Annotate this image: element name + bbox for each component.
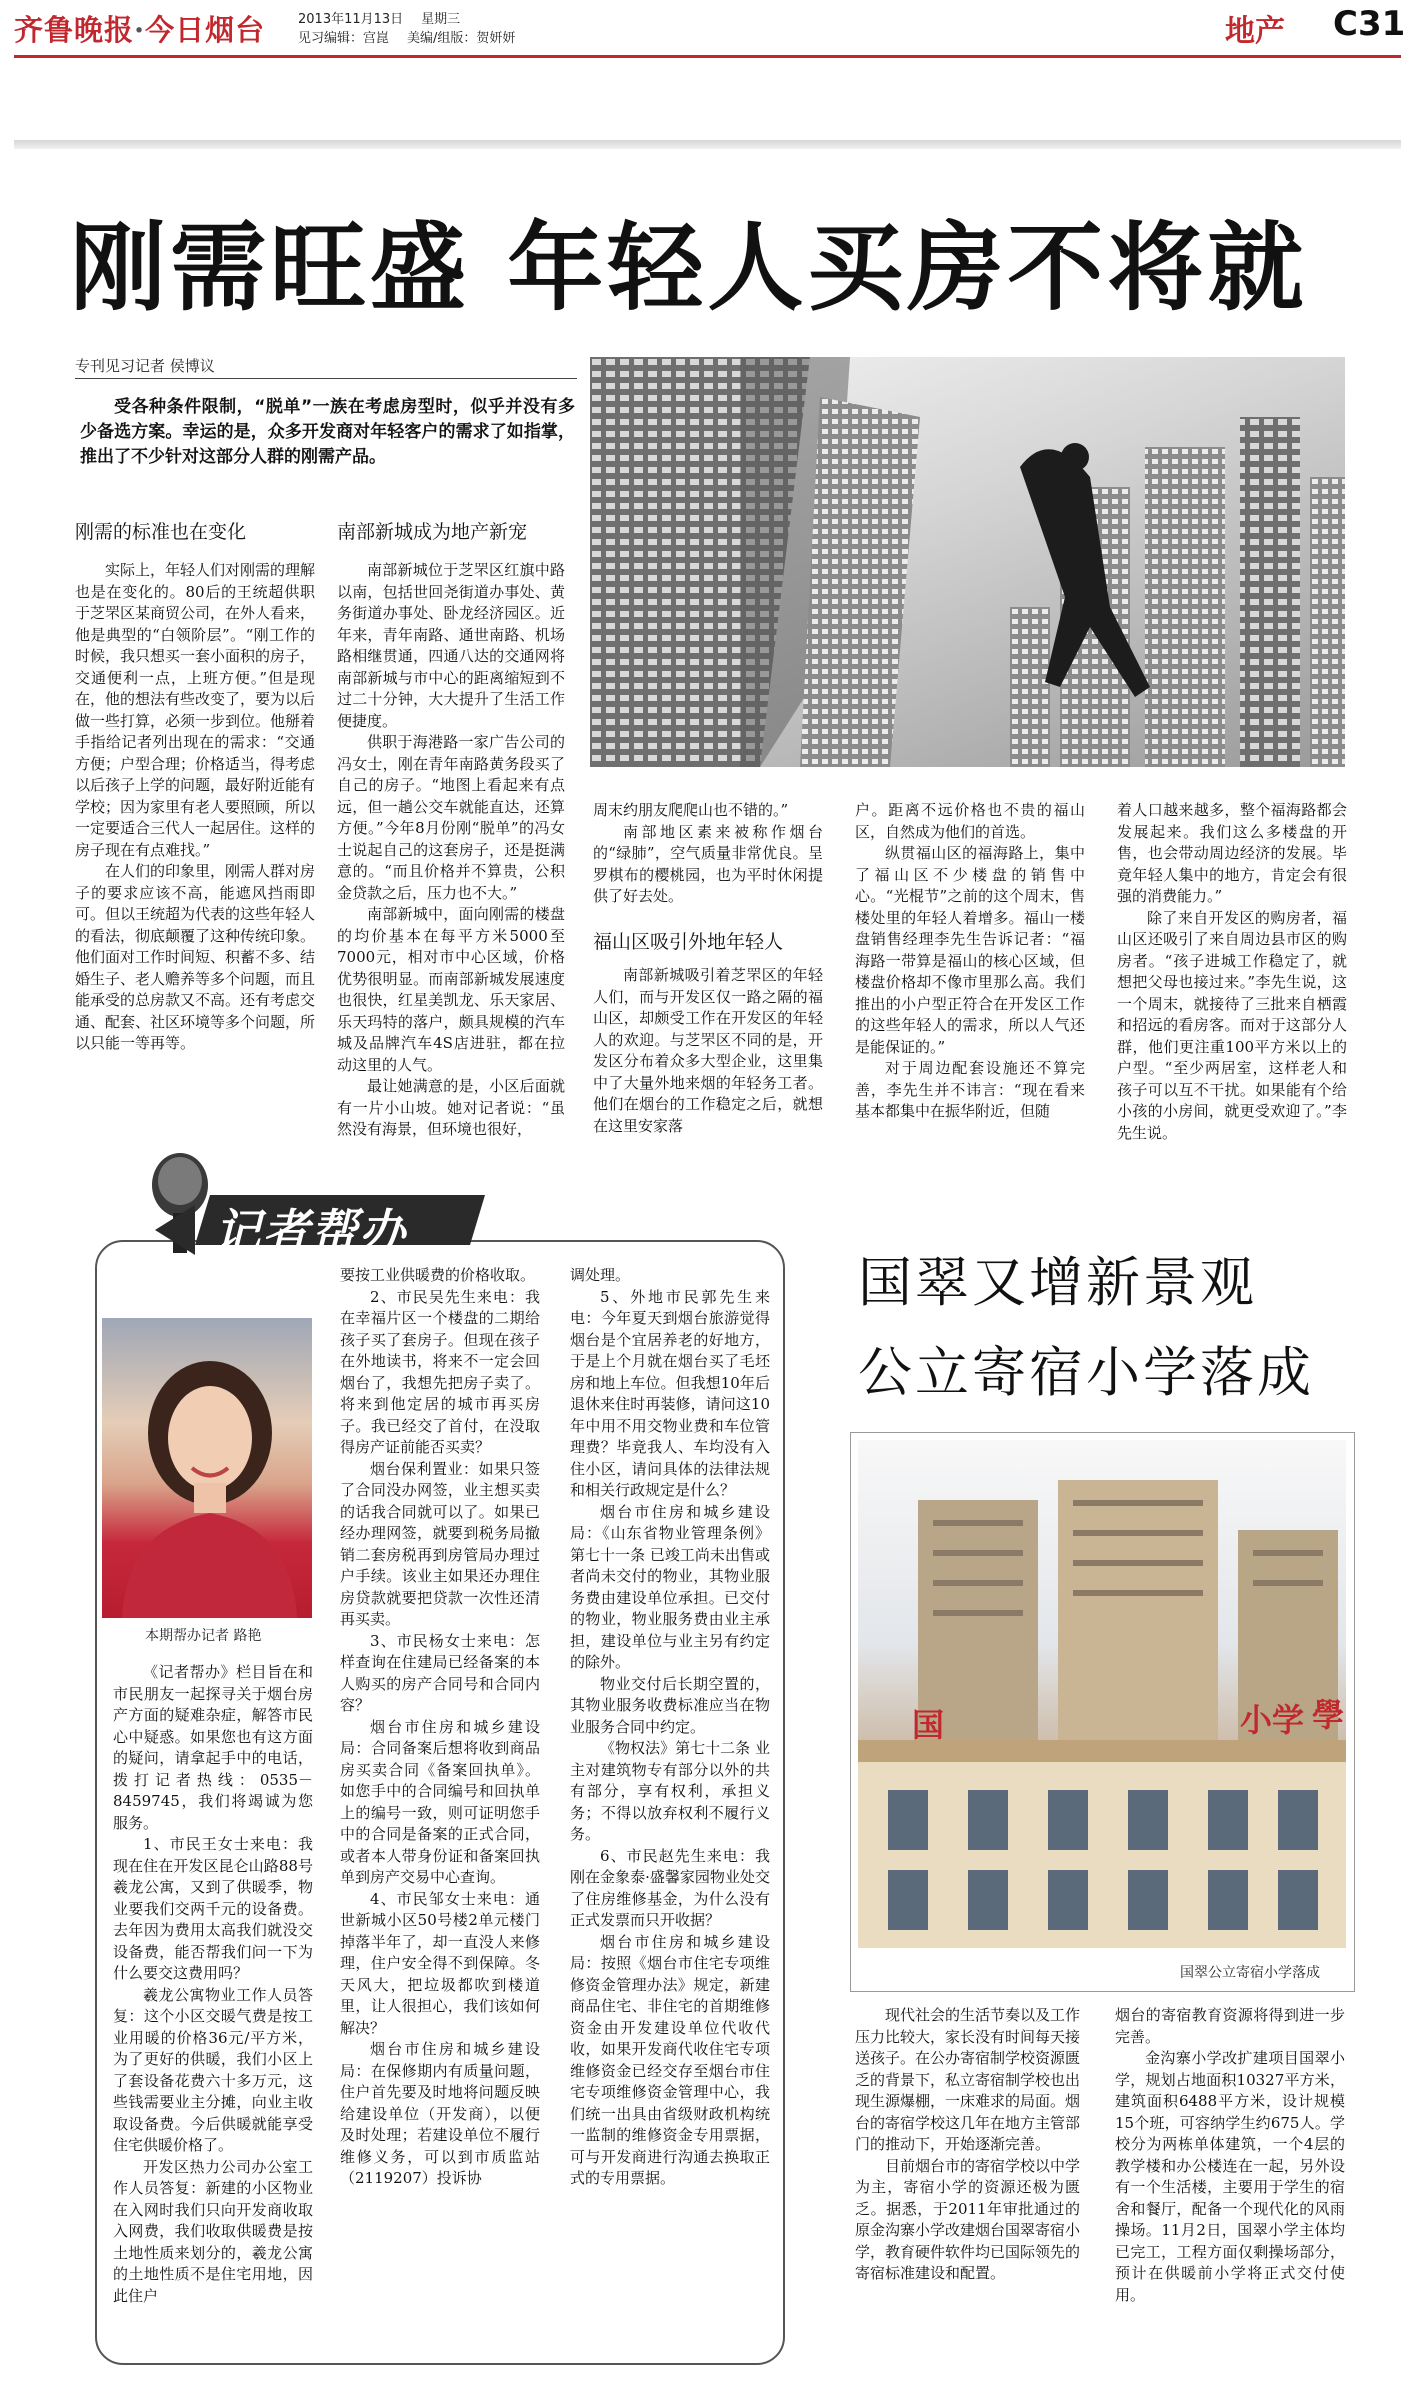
help-column-b [340, 1265, 540, 2190]
article2-column-b [1115, 2005, 1345, 2306]
article-column-5 [1117, 800, 1347, 1144]
article-column-3b [593, 965, 823, 1137]
paragraph: 《记者帮办》栏目旨在和市民朋友一起探寻关于烟台房产方面的疑难杂症，解答市民心中疑惑。如果您也有这方面的疑问，请拿起手中的电话，拨打记者热线：0535－8459745，我们将竭诚为您服务。 [113, 1663, 313, 1832]
paragraph: 供职于海港路一家广告公司的冯女士，刚在青年南路黄务段买了自己的房子。“地图上看起来有点远，但一趟公交车就能直达，还算方便。”今年8月份刚“脱单”的冯女士说起自己的这套房子，还是挺满意的。“而且价格并不算贵，公积金贷款之后，压力也不大。” [337, 733, 565, 902]
subhead-south-city: 南部新城成为地产新宠 [337, 521, 528, 543]
paragraph: 烟台的寄宿教育资源将得到进一步完善。 [1115, 2006, 1345, 2046]
paragraph: 调处理。 [570, 1266, 631, 1284]
school-illustration [858, 1440, 1346, 1948]
paragraph: 南部新城中，面向刚需的楼盘的均价基本在每平方米5000至7000元，相对市中心区域，价格优势很明显。而南部新城发展速度也很快，红星美凯龙、乐天家居、乐天玛特的落户，颇具规模的汽车城及品牌汽车4S店进驻，都在拉动这里的人气。 [337, 905, 565, 1074]
paragraph: 在人们的印象里，刚需人群对房子的要求应该不高，能遮风挡雨即可。但以王统超为代表的这些年轻人的看法，彻底颠覆了这种传统印象。他们面对工作时间短、积蓄不多、结婚生子、老人赡养等多个问题，而且能承受的总房款又不高。还有考虑交通、配套、社区环境等多个问题，所以只能一等再等。 [75, 862, 316, 1052]
paragraph: 6、市民赵先生来电：我刚在金象泰·盛馨家园物业处交了住房维修基金，为什么没有正式发票而只开收据？ [570, 1846, 770, 1929]
page-number: C31 [1333, 4, 1406, 44]
paragraph: 4、市民邹女士来电：通世新城小区50号楼2单元楼门掉落半年了，却一直没人来修理，住户安全得不到保障。冬天风大，把垃圾都吹到楼道里，让人很担心，我们该如何解决？ [340, 1889, 540, 2037]
school-sign-left: 国 [912, 1706, 945, 1744]
article-byline: 专刊见习记者 侯博议 [75, 357, 215, 375]
buildings-illustration [590, 357, 1345, 767]
photo-high-rise-buildings [590, 357, 1345, 767]
masthead-meta [298, 10, 533, 48]
paragraph: 目前烟台市的寄宿学校以中学为主，寄宿小学的资源还极为匮乏。据悉，于2011年审批通过的原金沟寨小学改建烟台国翠寄宿小学，教育硬件软件均已国际领先的寄宿标准建设和配置。 [855, 2156, 1081, 2282]
paragraph: 烟台保利置业：如果只签了合同没办网签，业主想买卖的话我合同就可以了。如果已经办理网签，就要到税务局撤销二套房税再到房管局办理过户手续。该业主如果还办理住房贷款就要把贷款一次性还清再买卖。 [340, 1459, 540, 1628]
school-sign-far: 學 [1312, 1696, 1345, 1734]
paragraph: 南部新城位于芝罘区红旗中路以南，包括世回尧街道办事处、黄务街道办事处、卧龙经济园区。近年来，青年南路、通世南路、机场路相继贯通，四通八达的交通网将南部新城与市中心的距离缩短到不过二十分钟，大大提升了生活工作便捷度。 [337, 561, 565, 730]
paragraph: 着人口越来越多，整个福海路都会发展起来。我们这么多楼盘的开售，也会带动周边经济的发展。毕竟年轻人集中的地方，肯定会有很强的消费能力。” [1117, 801, 1347, 905]
paragraph: 周末约朋友爬爬山也不错的。” [593, 801, 789, 819]
paragraph: 纵贯福山区的福海路上，集中了福山区不少楼盘的销售中心。“光棍节”之前的这个周末，售楼处里的年轻人着增多。福山一楼盘销售经理李先生告诉记者：“福海路一带算是福山的核心区域，但楼盘价格却不像市里那么高。我们推出的小户型正符合在开发区工作的这些年轻人的需求，所以人气还是能保证的。” [855, 844, 1085, 1056]
paragraph: 现代社会的生活节奏以及工作压力比较大，家长没有时间每天接送孩子。在公办寄宿制学校资源匮乏的背景下，私立寄宿制学校也出现生源爆棚，一床难求的局面。烟台的寄宿学校这几年在地方主管部门的推动下，开始逐渐完善。 [855, 2006, 1081, 2153]
article-column-2 [337, 560, 565, 1141]
reporter-photo [102, 1318, 312, 1618]
editor-credit: 见习编辑：宫崑 [298, 31, 390, 46]
brand-dot: · [134, 13, 146, 47]
designer-credit: 美编/组版：贺妍妍 [407, 31, 516, 46]
paragraph: 物业交付后长期空置的，其物业服务收费标准应当在物业服务合同中约定。 [570, 1674, 770, 1736]
photo-school [858, 1440, 1346, 1948]
header-shadow-bar [14, 140, 1401, 149]
paragraph: 金沟寨小学改扩建项目国翠小学，规划占地面积10327平方米，建筑面积6488平方米，设计规模15个班，可容纳学生约675人。学校分为两栋单体建筑，一个4层的教学楼和办公楼连在一起，另外设有一个生活楼，主要用于学生的宿舍和餐厅，配备一个现代化的风雨操场。11月2日，国翠小学主体均已完工，工程方面仅剩操场部分，预计在供暖前小学将正式交付使用。 [1115, 2049, 1345, 2304]
paragraph: 2、市民吴先生来电：我在幸福片区一个楼盘的二期给孩子买了套房子。但现在孩子在外地读书，将来不一定会回烟台了，我想先把房子卖了。将来到他定居的城市再买房子。我已经交了首付，在没取得房产证前能否买卖？ [340, 1287, 540, 1456]
help-banner-title: 记者帮办 [215, 1204, 407, 1258]
paragraph: 《物权法》第七十二条 业主对建筑物专有部分以外的共有部分，享有权利，承担义务；不得以放弃权利不履行义务。 [570, 1739, 770, 1843]
paragraph: 1、市民王女士来电：我现在住在开发区昆仑山路88号羲龙公寓，又到了供暖季，物业要我们交两千元的设备费。去年因为费用太高我们就没交设备费，能否帮我们问一下为什么要交这费用吗？ [113, 1835, 313, 1982]
paragraph: 除了来自开发区的购房者，福山区还吸引了来自周边县市区的购房者。“孩子进城工作稳定了，就想把父母也接过来。”李先生说，这一个周末，就接待了三批来自栖霞和招远的看房客。而对于这部分人群，他们更注重100平方米以上的户型。“至少两居室，这样老人和孩子可以互不干扰。如果能有个给小孩的小房间，就更受欢迎了。”李先生说。 [1117, 908, 1347, 1142]
article-column-4 [855, 800, 1085, 1123]
paragraph: 开发区热力公司办公室工作人员答复：新建的小区物业在入网时我们只向开发商收取入网费，我们收取供暖费是按土地性质来划分的，羲龙公寓的土地性质不是住宅用地，因此住户 [113, 2157, 313, 2305]
paragraph: 3、市民杨女士来电：怎样查询在住建局已经备案的本人购买的房产合同号和合同内容？ [340, 1631, 540, 1714]
paragraph: 实际上，年轻人们对刚需的理解也是在变化的。80后的王统超供职于芝罘区某商贸公司，在外人看来，他是典型的“白领阶层”。“刚工作的时候，我只想买一套小面积的房子，交通便利一点，上班方便。”但是现在，他的想法有些改变了，要为以后做一些打算，必须一步到位。他掰着手指给记者列出现在的需求：“交通方便；户型合理；价格适当，得考虑以后孩子上学的问题，最好附近能有学校；因为家里有老人要照顾，所以一定要适合三代人一起居住。这样的房子现在有点难找。” [75, 561, 316, 859]
paragraph: 烟台市住房和城乡建设局：在保修期内有质量问题，住户首先要及时地将问题反映给建设单位（开发商），以便及时处理；若建设单位不履行维修义务，可以到市质监站（2119207）投诉协 [340, 2040, 540, 2187]
paragraph: 户。距离不远价格也不贵的福山区，自然成为他们的首选。 [855, 801, 1085, 841]
subhead-rigid-demand: 刚需的标准也在变化 [75, 521, 247, 543]
issue-date: 2013年11月13日 [298, 12, 404, 27]
paragraph: 最让她满意的是，小区后面就有一片小山坡。她对记者说：“虽然没有海景，但环境也很好， [337, 1077, 565, 1138]
article-column-3 [593, 800, 823, 908]
paragraph: 5、外地市民郭先生来电：今年夏天到烟台旅游觉得烟台是个宜居养老的好地方，于是上个月就在烟台买了毛坯房和地上车位。但我想10年后退休来住时再装修，请问这10年中用不用交物业费和车位管理费？毕竟我人、车均没有入住小区，请问具体的法律法规和相关行政规定是什么？ [570, 1287, 770, 1499]
article2-title [858, 1238, 1314, 1418]
paragraph: 羲龙公寓物业工作人员答复：这个小区交暖气费是按工业用暖的价格36元/平方米，为了更好的供暖，我们小区上了套设备花费六十多万元，这些钱需要业主分摊，向业主收取设备费。今后供暖就能享受住宅供暖价格了。 [113, 1985, 313, 2154]
masthead-rule [14, 55, 1401, 58]
article-column-1 [75, 560, 315, 1055]
paragraph: 烟台市住房和城乡建设局：合同备案后想将收到商品房买卖合同《备案回执单》。如您手中的合同编号和回执单上的编号一致，则可证明您手中的合同是备案的正式合同，或者本人带身份证和备案回执单到房产交易中心查询。 [340, 1717, 540, 1886]
article2-title-line1: 国翠又增新景观 [858, 1251, 1257, 1314]
article2-title-line2: 公立寄宿小学落成 [858, 1341, 1314, 1404]
paragraph: 南部地区素来被称作烟台的“绿肺”，空气质量非常优良。呈罗棋布的樱桃园，也为平时休闲提供了好去处。 [593, 822, 823, 905]
help-column-c [570, 1265, 770, 2190]
article-lede: 受各种条件限制，“脱单”一族在考虑房型时，似乎并没有多少备选方案。幸运的是，众多开发商对年轻客户的需求了如指掌，推出了不少针对这部分人群的刚需产品。 [80, 397, 575, 467]
paragraph: 对于周边配套设施还不算完善，李先生并不讳言：“现在看来基本都集中在振华附近，但随 [855, 1059, 1085, 1120]
brand-name: 齐鲁晚报 [14, 13, 135, 47]
school-sign-right: 小学 [1240, 1701, 1305, 1739]
paragraph: 烟台市住房和城乡建设局：《山东省物业管理条例》第七十一条 已竣工尚未出售或者尚未交付的物业，其物业服务费由建设单位承担。已交付的物业，物业服务费由业主承担，建设单位与业主另有约定的除外。 [570, 1502, 770, 1671]
subhead-fushan: 福山区吸引外地年轻人 [593, 931, 784, 953]
paragraph: 南部新城吸引着芝罘区的年轻人们，而与开发区仅一路之隔的福山区，却颇受工作在开发区的年轻人的欢迎。与芝罘区不同的是，开发区分布着众多大型企业，这里集中了大量外地来烟的年轻务工者。他们在烟台的工作稳定之后，就想在这里安家落 [593, 966, 823, 1135]
paragraph: 烟台市住房和城乡建设局：按照《烟台市住宅专项维修资金管理办法》规定，新建商品住宅、非住宅的首期维修资金由开发建设单位代收代收，如果开发商代收住宅专项维修资金已经交存至烟台市住宅专项维修资金管理中心，我们统一出具由省级财政机构统一监制的维修资金专用票据，可与开发商进行沟通去换取正式的专用票据。 [570, 1932, 770, 2187]
school-photo-caption: 国翠公立寄宿小学落成 [1180, 1965, 1320, 1981]
portrait-illustration [102, 1318, 312, 1618]
help-column-a [113, 1662, 313, 2307]
newspaper-brand [14, 8, 265, 49]
article2-column-a [855, 2005, 1080, 2285]
section-label: 地产 [1225, 14, 1285, 49]
paragraph: 要按工业供暖费的价格收取。 [340, 1266, 536, 1284]
byline-rule [75, 378, 577, 379]
edition-name: 今日烟台 [145, 13, 266, 47]
reporter-caption: 本期帮办记者 路艳 [145, 1628, 262, 1644]
article-headline: 刚需旺盛 年轻人买房不将就 [70, 212, 1308, 324]
issue-weekday: 星期三 [421, 12, 461, 27]
